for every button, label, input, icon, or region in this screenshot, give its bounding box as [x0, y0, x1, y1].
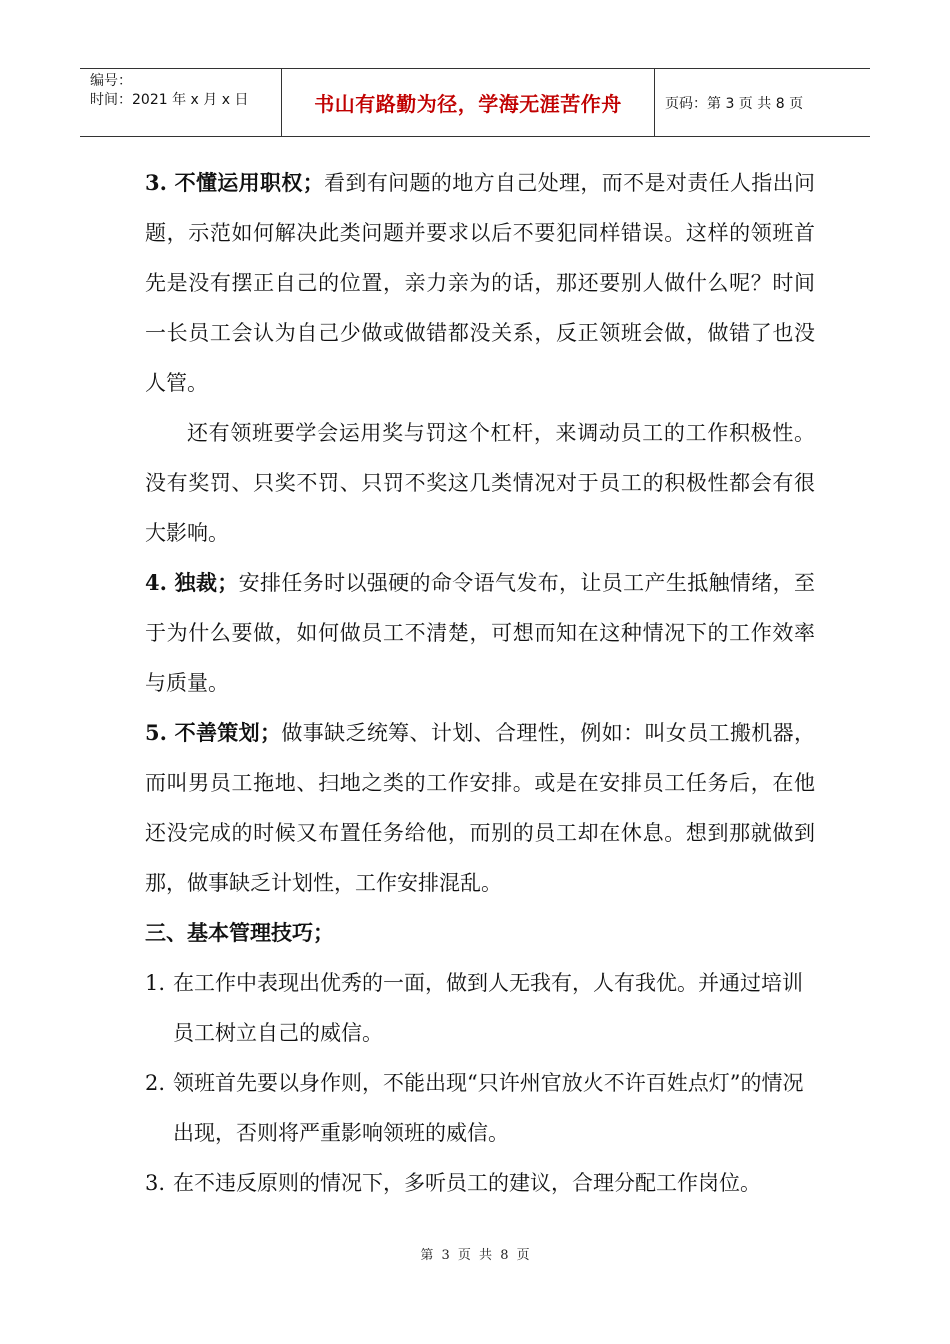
page-footer: 第 3 页 共 8 页 [420, 1248, 530, 1263]
item5-paragraph [145, 708, 815, 908]
list-item [145, 1158, 815, 1208]
item5-heading: 5. 不善策划； [145, 720, 282, 745]
header-meta [80, 69, 282, 136]
list-item [145, 1058, 815, 1158]
list-item-text: 领班首先要以身作则，不能出现“只许州官放火不许百姓点灯”的情况出现，否则将严重影响领班的威信。 [173, 1071, 804, 1145]
item3-paragraph [145, 158, 815, 408]
item4-paragraph [145, 558, 815, 708]
list-item-number: 2. [145, 1071, 166, 1095]
section3-heading: 三、基本管理技巧； [145, 920, 334, 945]
list-item-number: 3. [145, 1171, 166, 1195]
list-item [145, 958, 815, 1058]
list-item-text: 在不违反原则的情况下，多听员工的建议，合理分配工作岗位。 [173, 1171, 761, 1195]
motto: 书山有路勤为径，学海无涯苦作舟 [314, 92, 622, 116]
item4-text: 安排任务时以强硬的命令语气发布，让员工产生抵触情绪，至于为什么要做，如何做员工不清楚，可想而知在这种情况下的工作效率与质量。 [145, 571, 815, 695]
header-page-cell [655, 69, 870, 136]
item3-text: 看到有问题的地方自己处理，而不是对责任人指出问题，示范如何解决此类问题并要求以后不要犯同样错误。这样的领班首先是没有摆正自己的位置，亲力亲为的话，那还要别人做什么呢？时间一长员工会认为自己少做或做错都没关系，反正领班会做，做错了也没人管。 [145, 171, 816, 395]
number-label: 编号： [90, 73, 132, 89]
list-item-text: 在工作中表现出优秀的一面，做到人无我有，人有我优。并通过培训员工树立自己的威信。 [173, 971, 803, 1045]
header-motto-cell [282, 69, 655, 136]
page-header [80, 68, 870, 137]
list-item-number: 1. [145, 971, 166, 995]
item3-paragraph-2: 还有领班要学会运用奖与罚这个杠杆，来调动员工的工作积极性。没有奖罚、只奖不罚、只罚不奖这几类情况对于员工的积极性都会有很大影响。 [145, 421, 815, 545]
item4-heading: 4. 独裁； [145, 570, 239, 595]
item3-heading: 3. 不懂运用职权； [145, 170, 324, 195]
page-label: 页码：第 3 页 共 8 页 [665, 95, 804, 112]
document-body [145, 158, 815, 1208]
time-label: 时间：2021 年 x 月 x 日 [90, 92, 249, 108]
item5-text: 做事缺乏统筹、计划、合理性，例如：叫女员工搬机器，而叫男员工拖地、扫地之类的工作安排。或是在安排员工任务后，在他还没完成的时候又布置任务给他，而别的员工却在休息。想到那就做到那，做事缺乏计划性，工作安排混乱。 [145, 721, 816, 895]
